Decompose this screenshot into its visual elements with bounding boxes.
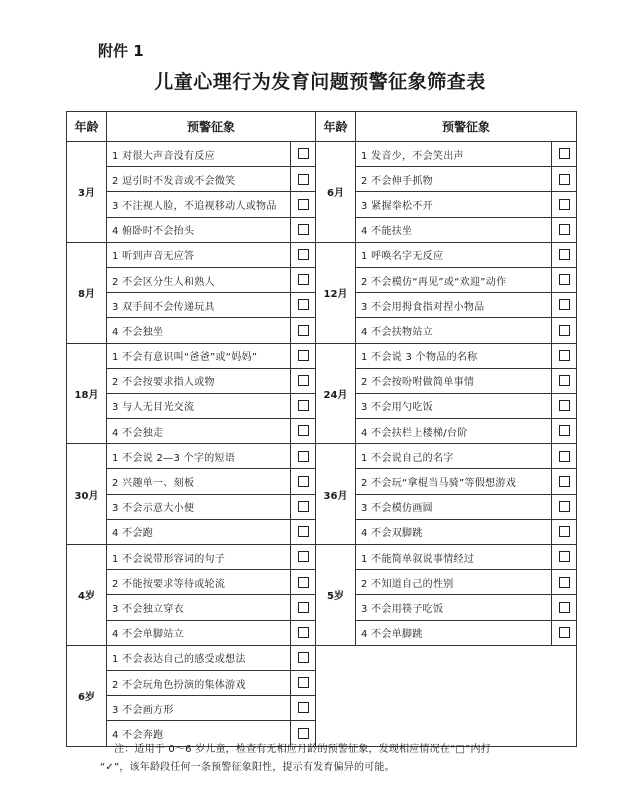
age-header: 年龄 [316,112,356,142]
warning-sign: 2 不会模仿“再见”或“欢迎”动作 [356,267,552,292]
warning-sign: 4 不会独走 [107,419,291,444]
checkbox[interactable] [559,224,570,235]
warning-sign: 4 不会跑 [107,519,291,544]
checkbox[interactable] [298,526,309,537]
checkbox-cell[interactable] [552,519,577,544]
warning-sign: 1 对很大声音没有反应 [107,142,291,167]
checkbox-cell[interactable] [291,368,316,393]
checkbox-cell[interactable] [552,595,577,620]
warning-sign: 1 呼唤名字无反应 [356,242,552,267]
warning-sign: 3 不会用筷子吃饭 [356,595,552,620]
checkbox-cell[interactable] [291,293,316,318]
table-row [67,645,577,670]
warning-sign: 2 不会按吩咐做简单事情 [356,368,552,393]
checkbox-cell[interactable] [552,419,577,444]
checkbox[interactable] [298,199,309,210]
age-cell: 6月 [316,142,356,243]
age-cell: 18月 [67,343,107,444]
checkbox-cell[interactable] [552,293,577,318]
warning-sign: 2 不会玩“拿棍当马骑”等假想游戏 [356,469,552,494]
checkbox-cell[interactable] [552,343,577,368]
checkbox-cell[interactable] [291,570,316,595]
warning-sign: 3 不会画方形 [107,696,291,721]
checkbox-cell[interactable] [291,217,316,242]
checkbox[interactable] [559,501,570,512]
checkbox-cell[interactable] [291,469,316,494]
checkbox-cell[interactable] [552,318,577,343]
age-cell: 6岁 [67,645,107,746]
checkbox[interactable] [298,602,309,613]
checkbox-cell[interactable] [291,419,316,444]
table-row [67,545,577,570]
warning-sign: 1 不会说 3 个物品的名称 [356,343,552,368]
checkbox[interactable] [298,451,309,462]
checkbox[interactable] [298,501,309,512]
checkbox[interactable] [559,451,570,462]
checkbox[interactable] [298,652,309,663]
checkbox-cell[interactable] [291,343,316,368]
table-row [67,444,577,469]
checkbox-cell[interactable] [291,242,316,267]
warning-sign: 4 不会奔跑 [107,721,291,746]
checkbox-cell[interactable] [552,494,577,519]
warning-sign: 2 兴趣单一、刻板 [107,469,291,494]
checkbox[interactable] [559,325,570,336]
age-cell: 4岁 [67,545,107,646]
checkbox[interactable] [559,602,570,613]
checkbox[interactable] [559,375,570,386]
warning-sign: 3 不注视人脸，不追视移动人或物品 [107,192,291,217]
warning-sign: 1 不会有意识叫“爸爸”或“妈妈” [107,343,291,368]
checkbox-cell[interactable] [552,469,577,494]
checkbox[interactable] [559,350,570,361]
checkbox-cell[interactable] [291,620,316,645]
checkbox[interactable] [298,425,309,436]
checkbox[interactable] [298,350,309,361]
warning-sign: 2 不会伸手抓物 [356,167,552,192]
checkbox-cell[interactable] [552,545,577,570]
warning-sign: 3 紧握拳松不开 [356,192,552,217]
checkbox[interactable] [298,299,309,310]
checkbox[interactable] [298,577,309,588]
checkbox[interactable] [298,627,309,638]
checkbox[interactable] [298,274,309,285]
warning-sign: 4 不会独坐 [107,318,291,343]
warning-sign: 2 不知道自己的性别 [356,570,552,595]
age-cell: 8月 [67,242,107,343]
checkbox-cell[interactable] [291,192,316,217]
checkbox[interactable] [559,400,570,411]
footnote-line-2: “✓”，该年龄段任何一条预警征象阳性，提示有发育偏异的可能。 [100,762,395,773]
footnote-line-1: 注：适用于 0～6 岁儿童，检查有无相应月龄的预警征象，发现相应情况在“□”内打 [114,744,491,755]
checkbox-cell[interactable] [291,142,316,167]
warning-sign: 3 不会示意大小便 [107,494,291,519]
checkbox-cell[interactable] [552,570,577,595]
table-header-row [67,112,577,142]
checkbox[interactable] [298,148,309,159]
checkbox-cell[interactable] [291,494,316,519]
age-cell: 30月 [67,444,107,545]
warning-sign: 1 不会说 2—3 个字的短语 [107,444,291,469]
checkbox-cell[interactable] [552,393,577,418]
warning-sign: 3 不会独立穿衣 [107,595,291,620]
table-row [67,343,577,368]
checkbox[interactable] [559,148,570,159]
checkbox-cell[interactable] [552,242,577,267]
page-title: 儿童心理行为发育问题预警征象筛查表 [154,71,486,93]
warning-sign: 2 不能按要求等待或轮流 [107,570,291,595]
checkbox-cell[interactable] [291,595,316,620]
warning-sign: 2 不会玩角色扮演的集体游戏 [107,670,291,695]
checkbox[interactable] [559,551,570,562]
checkbox[interactable] [559,174,570,185]
attachment-label: 附件 1 [98,42,144,60]
warning-sign: 3 不会用拇食指对捏小物品 [356,293,552,318]
checkbox-cell[interactable] [291,444,316,469]
warning-sign: 2 不会按要求指人或物 [107,368,291,393]
checkbox-cell[interactable] [552,167,577,192]
signs-header: 预警征象 [107,112,316,142]
warning-sign: 1 听到声音无应答 [107,242,291,267]
checkbox-cell[interactable] [552,267,577,292]
checkbox-cell[interactable] [291,696,316,721]
warning-sign: 2 逗引时不发音或不会微笑 [107,167,291,192]
warning-sign: 4 不会扶物站立 [356,318,552,343]
warning-sign: 3 与人无目光交流 [107,393,291,418]
checkbox[interactable] [298,551,309,562]
empty-cell [316,645,577,746]
checkbox-cell[interactable] [291,545,316,570]
checkbox[interactable] [559,476,570,487]
age-cell: 24月 [316,343,356,444]
checkbox[interactable] [298,375,309,386]
warning-sign: 4 不会单脚站立 [107,620,291,645]
warning-sign: 1 发音少，不会笑出声 [356,142,552,167]
age-cell: 12月 [316,242,356,343]
checkbox-cell[interactable] [552,620,577,645]
warning-sign: 4 不能扶坐 [356,217,552,242]
checkbox[interactable] [559,526,570,537]
screening-table [66,111,577,747]
warning-sign: 1 不会说带形容词的句子 [107,545,291,570]
checkbox[interactable] [298,325,309,336]
age-cell: 3月 [67,142,107,243]
checkbox[interactable] [298,249,309,260]
checkbox-cell[interactable] [291,645,316,670]
checkbox-cell[interactable] [552,368,577,393]
checkbox-cell[interactable] [291,670,316,695]
warning-sign: 1 不会表达自己的感受或想法 [107,645,291,670]
age-cell: 5岁 [316,545,356,646]
checkbox[interactable] [298,702,309,713]
footnote [100,741,580,777]
checkbox-cell[interactable] [291,318,316,343]
checkbox[interactable] [298,476,309,487]
checkbox-cell[interactable] [291,267,316,292]
warning-sign: 3 不会用勺吃饭 [356,393,552,418]
checkbox[interactable] [298,224,309,235]
checkbox[interactable] [298,677,309,688]
checkbox-cell[interactable] [552,217,577,242]
checkbox[interactable] [559,577,570,588]
checkbox-cell[interactable] [552,192,577,217]
age-cell: 36月 [316,444,356,545]
checkbox[interactable] [559,249,570,260]
warning-sign: 3 不会模仿画圆 [356,494,552,519]
checkbox-cell[interactable] [291,519,316,544]
checkbox[interactable] [559,425,570,436]
checkbox[interactable] [298,728,309,739]
table-row [67,242,577,267]
checkbox-cell[interactable] [552,142,577,167]
age-header: 年龄 [67,112,107,142]
warning-sign: 1 不会说自己的名字 [356,444,552,469]
checkbox[interactable] [559,199,570,210]
warning-sign: 3 双手间不会传递玩具 [107,293,291,318]
warning-sign: 4 俯卧时不会抬头 [107,217,291,242]
checkbox[interactable] [298,400,309,411]
warning-sign: 4 不会扶栏上楼梯/台阶 [356,419,552,444]
warning-sign: 4 不会单脚跳 [356,620,552,645]
checkbox-cell[interactable] [291,393,316,418]
checkbox[interactable] [298,174,309,185]
warning-sign: 2 不会区分生人和熟人 [107,267,291,292]
warning-sign: 4 不会双脚跳 [356,519,552,544]
checkbox-cell[interactable] [552,444,577,469]
signs-header: 预警征象 [356,112,577,142]
warning-sign: 1 不能简单叙说事情经过 [356,545,552,570]
checkbox-cell[interactable] [291,167,316,192]
checkbox[interactable] [559,274,570,285]
checkbox[interactable] [559,627,570,638]
table-row [67,142,577,167]
checkbox[interactable] [559,299,570,310]
